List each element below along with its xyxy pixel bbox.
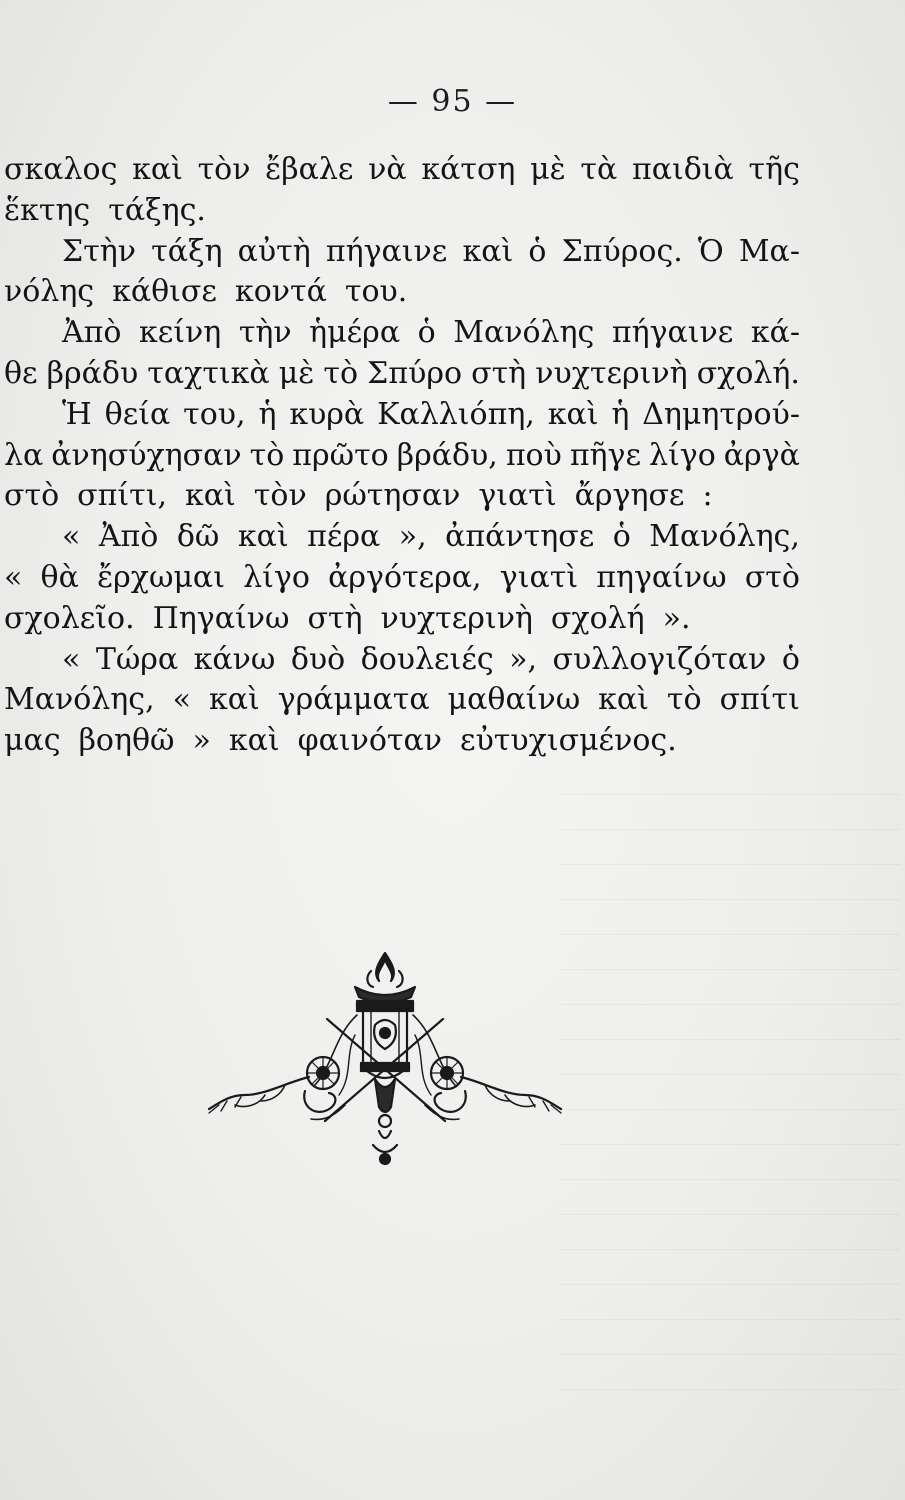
text-line: Στὴν τάξη αὐτὴ πήγαινε καὶ ὁ Σπύρος. Ὁ Μα- bbox=[62, 233, 800, 269]
text-line: σκαλος καὶ τὸν ἔβαλε νὰ κάτση μὲ τὰ παιδιὰ τῆς bbox=[4, 152, 800, 187]
text-line: στὸ σπίτι, καὶ τὸν ρώτησαν γιατὶ ἄργησε : bbox=[4, 478, 713, 514]
text-line: « θὰ ἔρχωμαι λίγο ἀργότερα, γιατὶ πηγαίνω στὸ bbox=[4, 559, 800, 595]
text-line: « Τώρα κάνω δυὸ δουλειές », συλλογιζόταν ὁ bbox=[62, 641, 800, 677]
page-number: — 95 — bbox=[387, 84, 518, 119]
body-text bbox=[0, 150, 800, 762]
text-line: νόλης κάθισε κοντά του. bbox=[4, 274, 408, 310]
decorative-vignette bbox=[205, 945, 565, 1175]
text-line: Μανόλης, « καὶ γράμματα μαθαίνω καὶ τὸ σπίτι bbox=[4, 682, 800, 718]
reverse-side-bleed-through bbox=[560, 760, 900, 1420]
text-line: Ἡ θεία του, ἡ κυρὰ Καλλιόπη, καὶ ἡ Δημητρού- bbox=[62, 396, 800, 432]
text-line: μας βοηθῶ » καὶ φαινόταν εὐτυχισμένος. bbox=[4, 723, 677, 759]
text-line: λα ἀνησύχησαν τὸ πρῶτο βράδυ, ποὺ πῆγε λίγο ἀργὰ bbox=[4, 437, 800, 473]
text-line: θε βράδυ ταχτικὰ μὲ τὸ Σπύρο στὴ νυχτερινὴ σχολή. bbox=[4, 355, 800, 391]
text-line: « Ἀπὸ δῶ καὶ πέρα », ἀπάντησε ὁ Μανόλης, bbox=[62, 519, 800, 555]
text-line: σχολεῖο. Πηγαίνω στὴ νυχτερινὴ σχολή ». bbox=[4, 600, 691, 636]
text-line: ἕκτης τάξης. bbox=[4, 192, 206, 228]
text-line: Ἀπὸ κείνη τὴν ἡμέρα ὁ Μανόλης πήγαινε κά- bbox=[62, 315, 800, 351]
